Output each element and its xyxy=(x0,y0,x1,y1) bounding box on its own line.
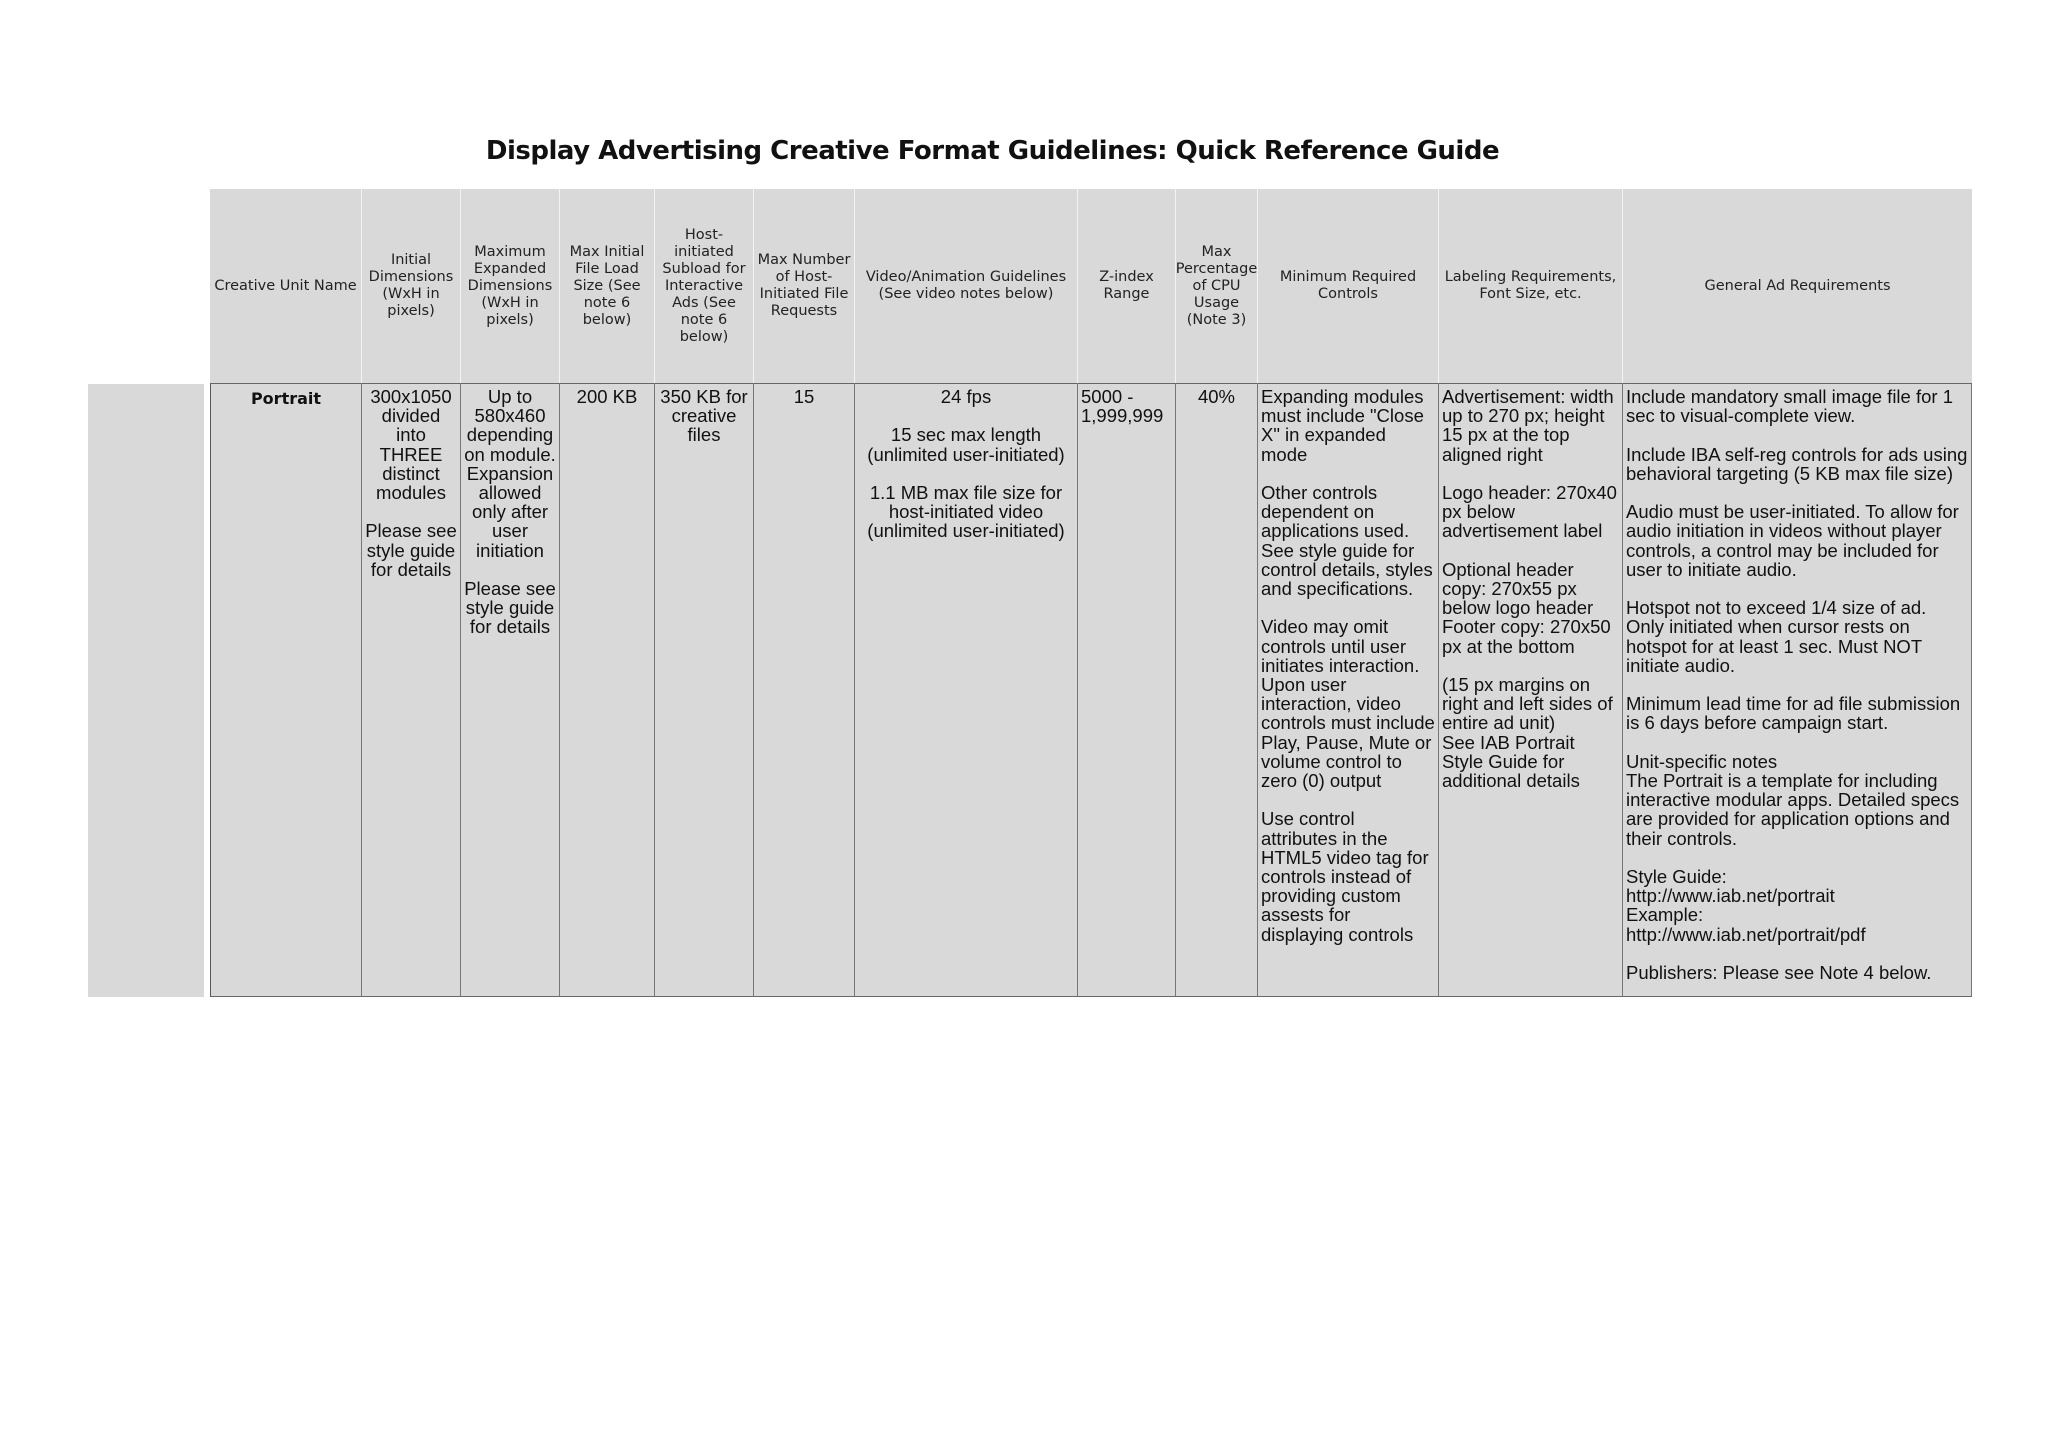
cell-unit-name: Portrait xyxy=(210,383,361,997)
cell-max-requests: 15 xyxy=(753,383,854,997)
cell-general-requirements: Include mandatory small image file for 1 sec to visual-complete view. Include IBA self-reg controls for ads using behavioral targeting (5 KB max file size) Audio must be user-initiated. To allow for audio initiation in videos without player controls, a control may be included for user to initiate audio. Hotspot not to exceed 1/4 size of ad. Only initiated when cursor rests on hotspot for at least 1 sec. Must NOT initiate audio. Minimum lead time for ad file submission is 6 days before campaign start. Unit-specific notes The Portrait is a template for including interactive modular apps. Detailed specs are provided for application options and their controls. Style Guide: http://www.iab.net/portrait Example: http://www.iab.net/portrait/pdf Publishers: Please see Note 4 below. xyxy=(1622,383,1972,997)
header-creative-unit-name: Creative Unit Name xyxy=(214,277,357,294)
cell-video-guidelines: 24 fps 15 sec max length (unlimited user-initiated) 1.1 MB max file size for host-initiated video (unlimited user-initiated) xyxy=(854,383,1077,997)
header-video-guidelines: Video/Animation Guidelines (See video notes below) xyxy=(854,189,1077,383)
guidelines-table xyxy=(210,189,1972,997)
cell-initial-dimensions: 300x1050 divided into THREE distinct modules Please see style guide for details xyxy=(361,383,460,997)
header-max-requests: Max Number of Host-Initiated File Requests xyxy=(753,189,854,383)
header-max-initial-load: Max Initial File Load Size (See note 6 below) xyxy=(559,189,654,383)
row-label-block xyxy=(88,384,204,997)
cell-host-subload: 350 KB for creative files xyxy=(654,383,753,997)
header-initial-dimensions: Initial Dimensions (WxH in pixels) xyxy=(361,189,460,383)
header-z-index: Z-index Range xyxy=(1077,189,1175,383)
header-host-subload: Host-initiated Subload for Interactive Ads (See note 6 below) xyxy=(654,189,753,383)
cell-max-expanded: Up to 580x460 depending on module. Expansion allowed only after user initiation Please see style guide for details xyxy=(460,383,559,997)
header-cpu-usage: Max Percentage of CPU Usage (Note 3) xyxy=(1175,189,1257,383)
header-max-expanded-dimensions: Maximum Expanded Dimensions (WxH in pixels) xyxy=(460,189,559,383)
cell-cpu-usage: 40% xyxy=(1175,383,1257,997)
header-general-requirements: General Ad Requirements xyxy=(1622,189,1972,383)
page-title: Display Advertising Creative Format Guidelines: Quick Reference Guide xyxy=(485,136,1500,166)
cell-max-initial-load: 200 KB xyxy=(559,383,654,997)
header-min-controls: Minimum Required Controls xyxy=(1257,189,1438,383)
cell-min-controls: Expanding modules must include "Close X" in expanded mode Other controls dependent on applications used. See style guide for control details, styles and specifications. Video may omit controls until user initiates interaction. Upon user interaction, video controls must include Play, Pause, Mute or volume control to zero (0) output Use control attributes in the HTML5 video tag for controls instead of providing custom assests for displaying controls xyxy=(1257,383,1438,997)
cell-z-index: 5000 - 1,999,999 xyxy=(1077,383,1175,997)
header-labeling: Labeling Requirements, Font Size, etc. xyxy=(1438,189,1622,383)
cell-labeling: Advertisement: width up to 270 px; height 15 px at the top aligned right Logo header: 270x40 px below advertisement label Optional header copy: 270x55 px below logo header Footer copy: 270x50 px at the bottom (15 px margins on right and left sides of entire ad unit) See IAB Portrait Style Guide for additional details xyxy=(1438,383,1622,997)
